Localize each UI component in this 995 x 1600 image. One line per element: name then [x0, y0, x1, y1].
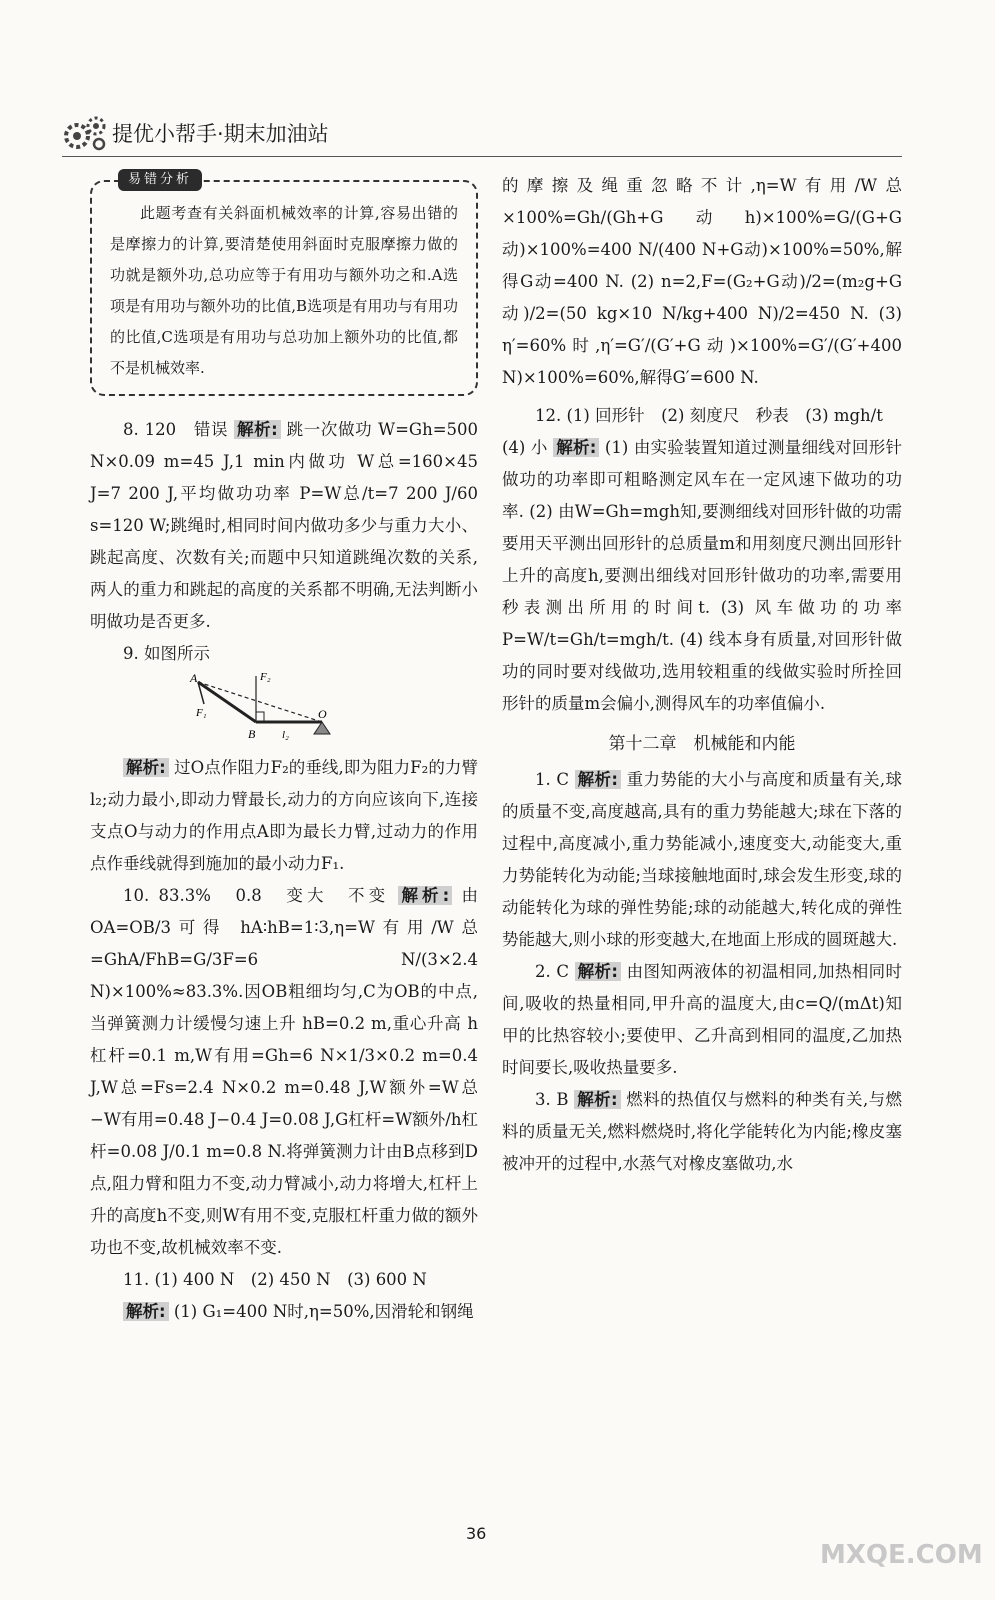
c1 — [502, 764, 902, 956]
analysis-label: 解析: — [575, 962, 621, 981]
q12-answer-4: (4) 小 — [502, 438, 548, 457]
analysis-label: 解析: — [575, 770, 621, 789]
header-title: 提优小帮手·期末加油站 — [112, 122, 329, 146]
q9-answer: 9. 如图所示 — [123, 644, 210, 663]
error-analysis-tag: 易错分析 — [118, 169, 202, 191]
q9 — [90, 752, 478, 880]
c2-analysis: 由图知两液体的初温相同,加热相同时间,吸收的热量相同,甲升高的温度大,由c=Q/(mΔt)知甲的比热容较小;要使甲、乙升高到相同的温度,乙加热时间要长,吸收热量要多. — [502, 962, 903, 1077]
q12-analysis: (1) 由实验装置知道过测量细线对回形针做功的功率即可粗略测定风车在一定风速下做功的功率. (2) 由W=Gh=mgh知,要测细线对回形针做的功需要用天平测出回形针的总质量m和用刻度尺测出回形针上升的高度h,要测出细线对回形针做功的功率,需要用秒表测出所用的时间t. (3) 风车做功的功率P=W/t=Gh/t=mgh/t. (4) 线本身有质量,对回形针做功的同时要对线做功,选用较粗重的线做实验时所拴回形针的质量m会偏小,测得风车的功率值偏小. — [502, 438, 903, 713]
c2-answer: 2. C — [535, 962, 569, 981]
analysis-label: 解析: — [123, 1302, 169, 1321]
watermark: MXQE.COM — [820, 1540, 983, 1570]
q8-analysis: 跳一次做功 W=Gh=500 N×0.09 m=45 J,1 min内做功 W总=160×45 J=7 200 J,平均做功功率 P=W总/t=7 200 J/60 s=120 W;跳绳时,相同时间内做功多少与重力大小、跳起高度、次数有关;而题中只知道跳绳次数的关系,两人的重力和跳起的高度的关系都不明确,无法判断小明做功是否更多. — [90, 420, 479, 631]
arm-l2-label: l₂ — [282, 729, 289, 741]
q11-analysis-continued: 的摩擦及绳重忽略不计,η=W有用/W总×100%=Gh/(Gh+G动h)×100%=G/(G+G动)×100%=400 N/(400 N+G动)×100%=50%,解得G动=400 N. (2) n=2,F=(G₂+G动)/2=(m₂g+G动)/2=(50 kg×10 N/kg+400 N)/2=450 N. (3) η′=60%时,η′=G′/(G′+G动)×100%=G′/(G′+400 N)×100%=60%,解得G′=600 N. — [502, 176, 902, 387]
q10-analysis: 由OA=OB/3可得 hA∶hB=1∶3,η=W有用/W总=GhA/FhB=G/3F=6 N/(3×2.4 N)×100%≈83.3%.因OB粗细均匀,C为OB的中点,当弹簧测力计缓慢匀速上升 hB=0.2 m,重心升高 h杠杆=0.1 m,W有用=Gh=6 N×1/3×0.2 m=0.4 J,W总=Fs=2.4 N×0.2 m=0.48 J,W额外=W总−W有用=0.48 J−0.4 J=0.08 J,G杠杆=W额外/h杠杆=0.08 J/0.1 m=0.8 N.将弹簧测力计由B点移到D点,阻力臂和阻力不变,动力臂减小,动力将增大,杠杆上升的高度h不变,则W有用不变,克服杠杆重力做的额外功也不变,故机械效率不变. — [90, 886, 479, 1257]
page-header — [62, 112, 902, 160]
chapter-title: 第十二章 机械能和内能 — [608, 734, 796, 754]
c1-analysis: 重力势能的大小与高度和质量有关,球的质量不变,高度越高,具有的重力势能越大;球在下落的过程中,高度减小,重力势能减小,速度变大,动能变大,重力势能转化为动能;当球接触地面时,球会发生形变,球的动能转化为球的弹性势能;球的动能越大,转化成的弹性势能越大,则小球的形变越大,在地面上形成的圆斑越大. — [502, 770, 903, 949]
analysis-label: 解析: — [574, 1090, 620, 1109]
force-f2-label: F₂ — [260, 671, 271, 683]
q10 — [90, 880, 478, 1264]
left-column — [90, 170, 478, 1328]
gears-icon — [62, 114, 108, 154]
c1-answer: 1. C — [535, 770, 569, 789]
q9-analysis: 过O点作阻力F₂的垂线,即为阻力F₂的力臂 l₂;动力最小,即动力臂最长,动力的方向应该向下,连接支点O与动力的作用点A即为最长力臂,过动力的作用点作垂线就得到施加的最小动力F₁. — [90, 758, 478, 873]
right-column — [502, 170, 902, 1180]
analysis-label: 解析: — [398, 886, 452, 905]
point-a-label: A — [190, 671, 198, 685]
q11-answer: 11. (1) 400 N (2) 450 N (3) 600 N — [123, 1270, 427, 1289]
lever-diagram — [90, 670, 478, 752]
force-f1-label: F₁ — [196, 707, 207, 719]
q10-answer: 10. 83.3% 0.8 变大 不变 — [123, 886, 390, 905]
error-analysis-box — [90, 172, 478, 396]
q12-answer: 12. (1) 回形针 (2) 刻度尺 秒表 (3) mgh/t — [535, 406, 883, 425]
header-rule — [62, 156, 902, 157]
point-o-label: O — [318, 707, 327, 721]
error-analysis-text: 此题考查有关斜面机械效率的计算,容易出错的是摩擦力的计算,要清楚使用斜面时克服摩擦力做的功就是额外功,总功应等于有用功与额外功之和.A选项是有用功与额外功的比值,B选项是有用功与有用功的比值,C选项是有用功与总功加上额外功的比值,都不是机械效率. — [110, 204, 458, 377]
analysis-label: 解析: — [553, 438, 599, 457]
q11 — [90, 1296, 478, 1328]
q8 — [90, 414, 478, 638]
c3-analysis: 燃料的热值仅与燃料的种类有关,与燃料的质量无关,燃料燃烧时,将化学能转化为内能;橡皮塞被冲开的过程中,水蒸气对橡皮塞做功,水 — [502, 1090, 902, 1173]
c3 — [502, 1084, 902, 1180]
q12 — [502, 432, 902, 720]
c3-answer: 3. B — [535, 1090, 569, 1109]
c2 — [502, 956, 902, 1084]
analysis-label: 解析: — [123, 758, 169, 777]
analysis-label: 解析: — [234, 420, 281, 439]
q8-answer: 8. 120 错误 — [123, 420, 229, 439]
page-number: 36 — [466, 1524, 487, 1543]
point-b-label: B — [248, 727, 256, 741]
q11-analysis: (1) G₁=400 N时,η=50%,因滑轮和钢绳 — [173, 1302, 474, 1321]
